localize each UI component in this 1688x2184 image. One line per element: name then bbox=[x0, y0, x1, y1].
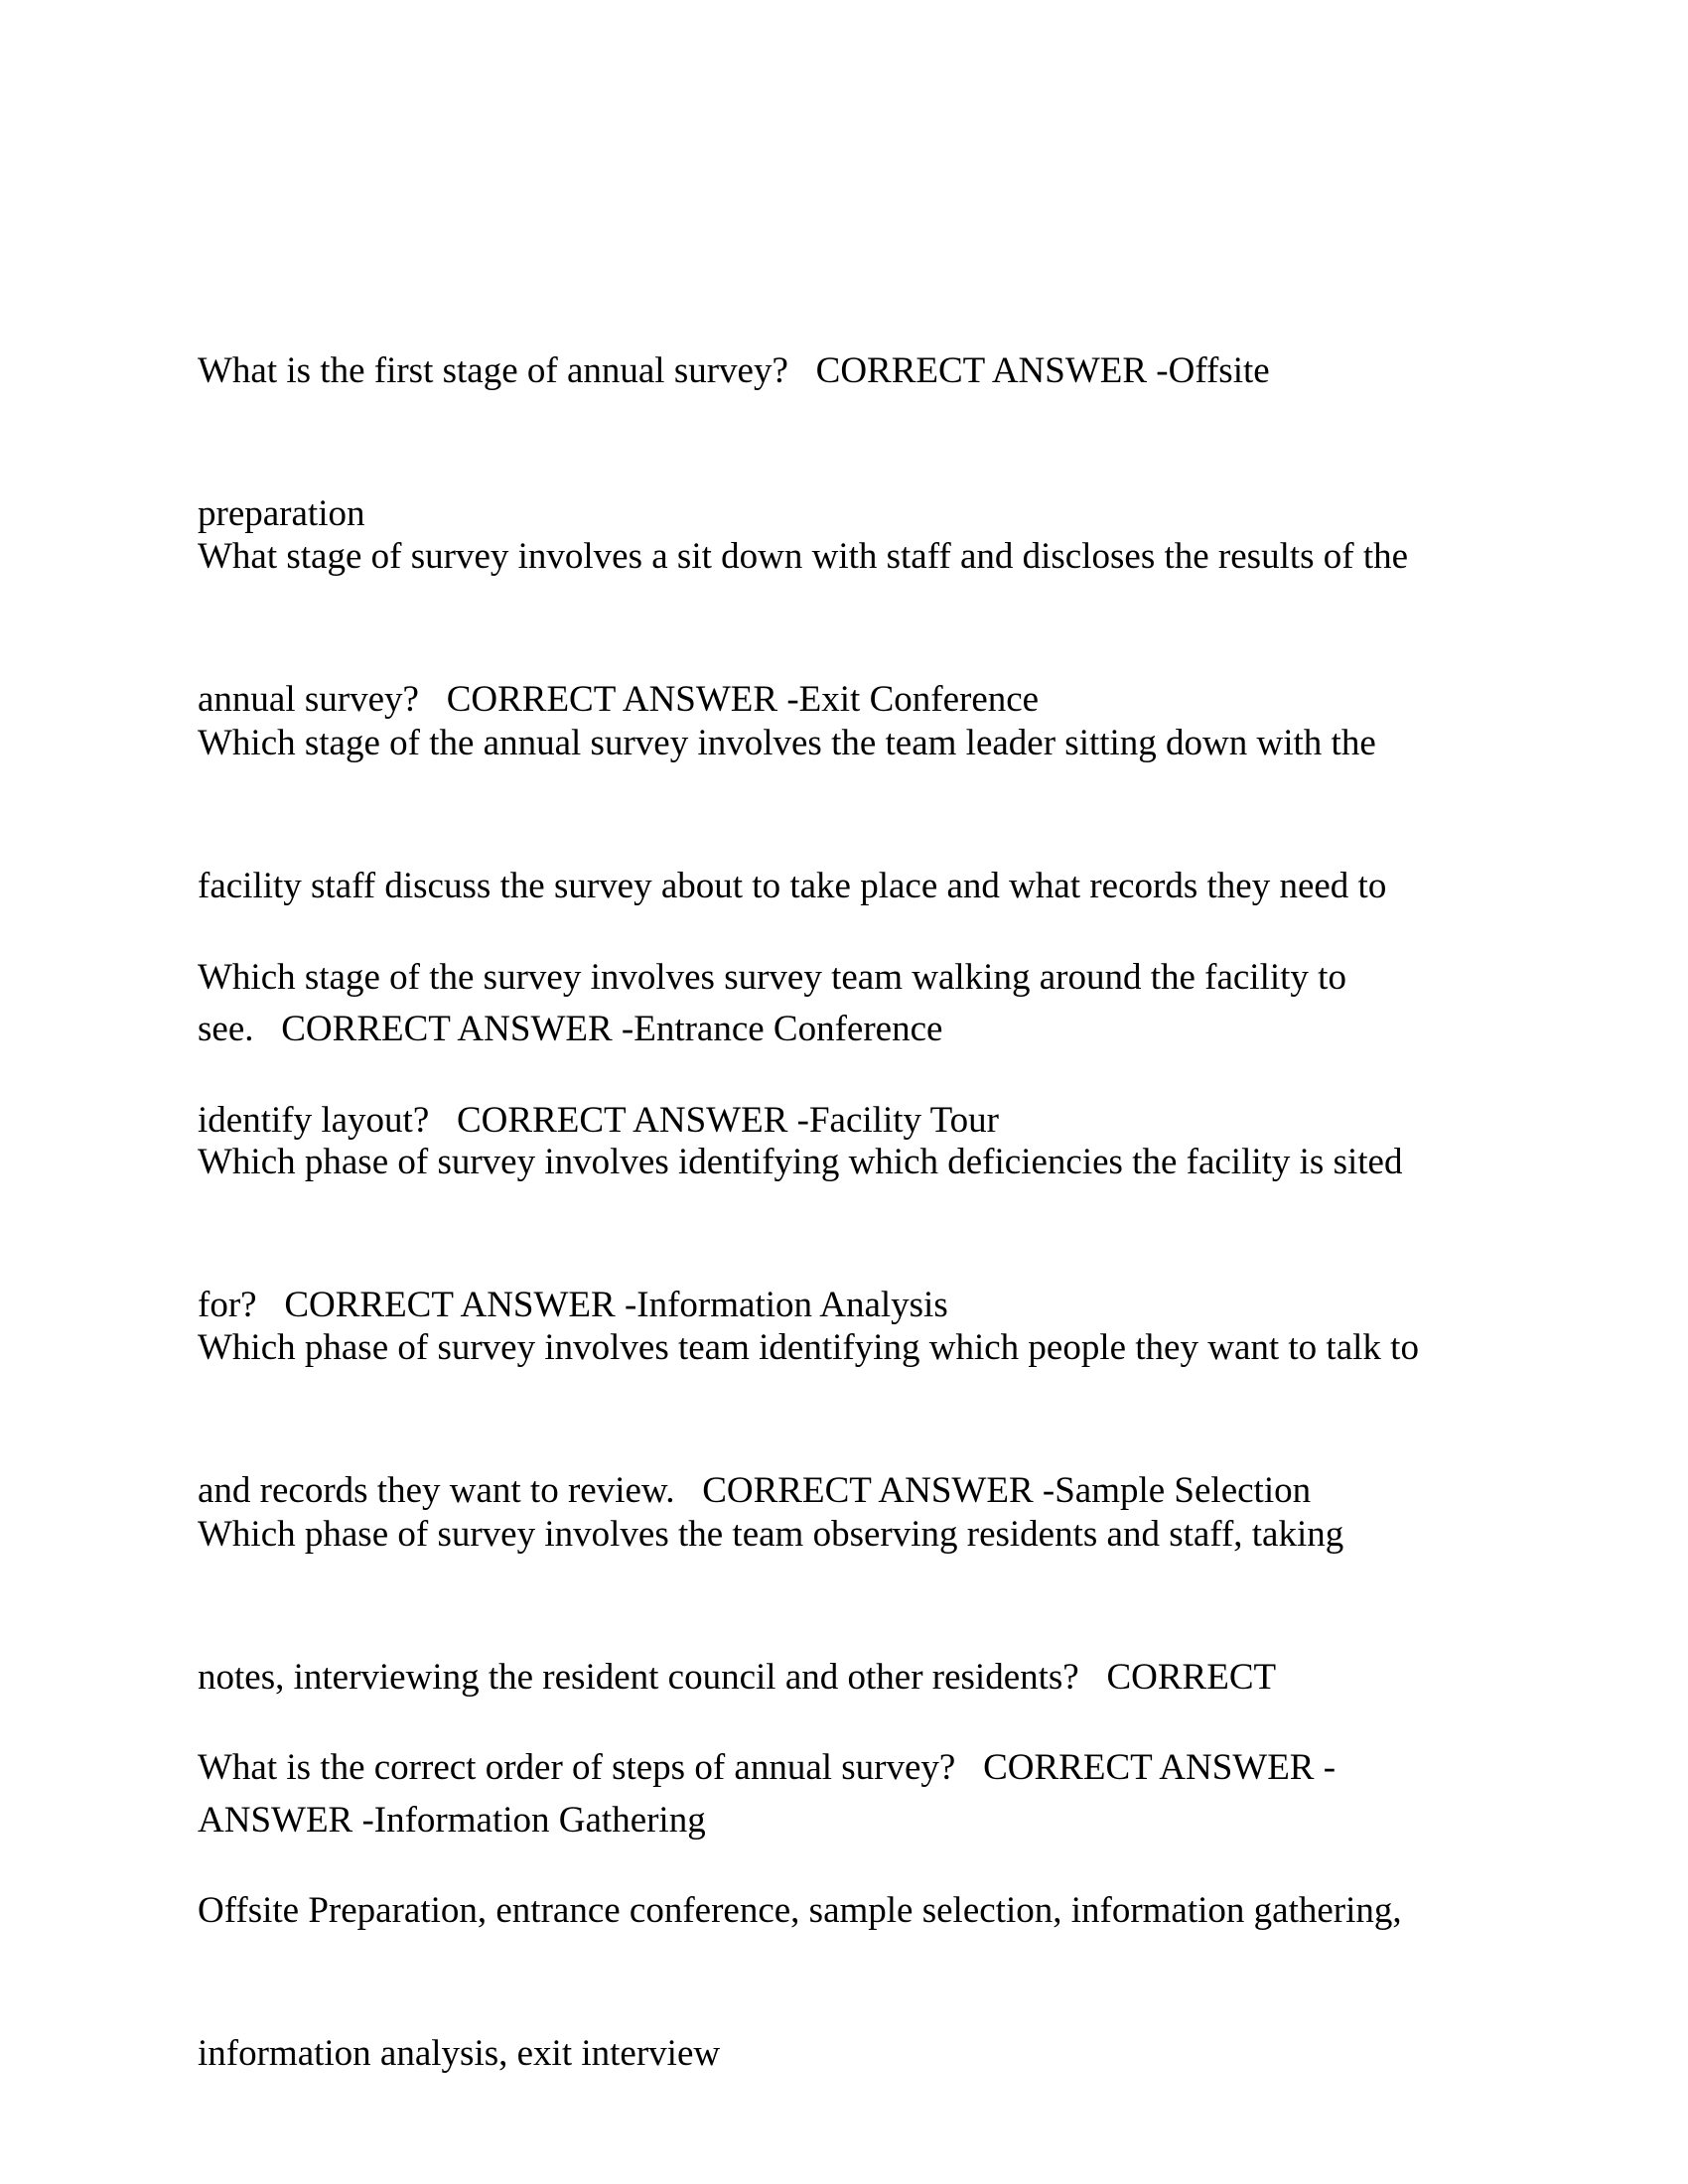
qa-line: What is the first stage of annual survey? CORRECT ANSWER -Offsite bbox=[198, 350, 1270, 391]
qa-line: annual survey? CORRECT ANSWER -Exit Conference bbox=[198, 679, 1040, 720]
qa-line: facility staff discuss the survey about to take place and what records they need to bbox=[198, 866, 1387, 906]
qa-line: see. CORRECT ANSWER -Entrance Conference bbox=[198, 1009, 943, 1049]
qa-line: ANSWER -Information Gathering bbox=[198, 1800, 706, 1841]
qa-line: Which phase of survey involves team identifying which people they want to talk to bbox=[198, 1327, 1419, 1368]
qa-line: identify layout? CORRECT ANSWER -Facility Tour bbox=[198, 1100, 999, 1141]
qa-line: preparation bbox=[198, 493, 365, 534]
qa-line: Which phase of survey involves identifying which deficiencies the facility is sited bbox=[198, 1142, 1403, 1182]
qa-line: What is the correct order of steps of annual survey? CORRECT ANSWER - bbox=[198, 1747, 1336, 1788]
qa-line: information analysis, exit interview bbox=[198, 2033, 721, 2074]
qa-line: notes, interviewing the resident council and other residents? CORRECT bbox=[198, 1657, 1277, 1698]
qa-line: Which phase of survey involves the team observing residents and staff, taking bbox=[198, 1514, 1344, 1555]
qa-line: Which stage of the survey involves survey team walking around the facility to bbox=[198, 957, 1346, 998]
qa-line: for? CORRECT ANSWER -Information Analysis bbox=[198, 1285, 948, 1325]
qa-line: Offsite Preparation, entrance conference, sample selection, information gathering, bbox=[198, 1890, 1402, 1931]
qa-line: What stage of survey involves a sit down with staff and discloses the results of the bbox=[198, 536, 1409, 577]
qa-item-8 bbox=[198, 1649, 1402, 2173]
qa-line: Which stage of the annual survey involves the team leader sitting down with the bbox=[198, 723, 1376, 763]
qa-line: and records they want to review. CORRECT ANSWER -Sample Selection bbox=[198, 1470, 1312, 1511]
